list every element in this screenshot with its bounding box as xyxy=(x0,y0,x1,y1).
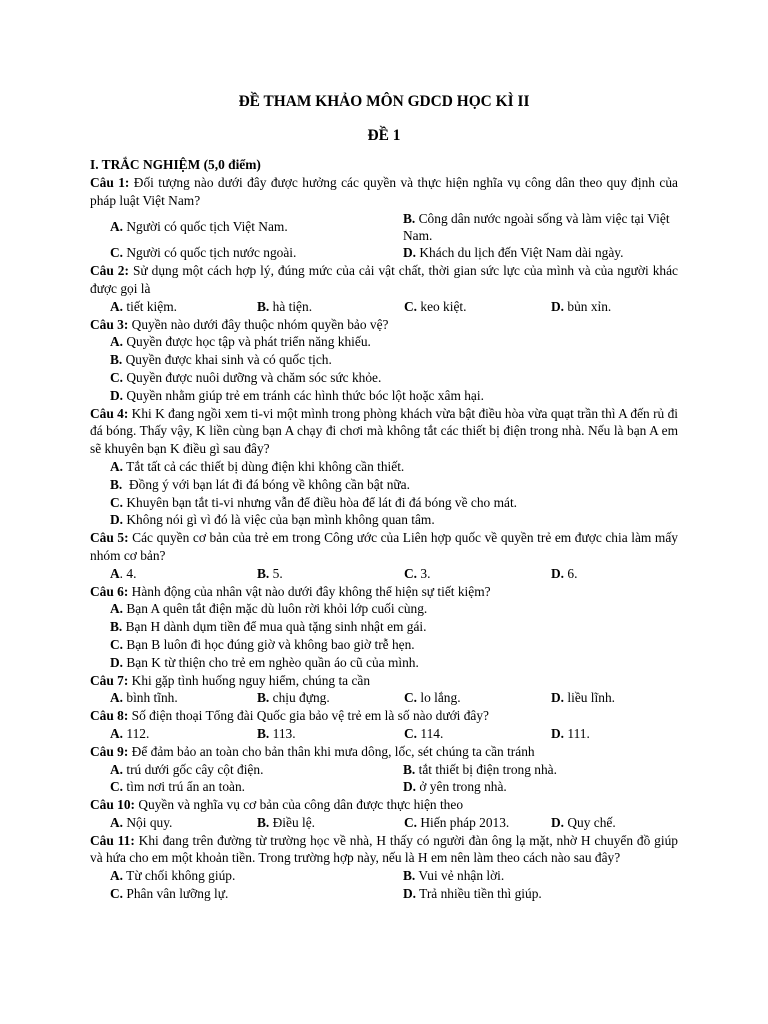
option-d: D. liều lĩnh. xyxy=(551,690,615,706)
question-number: Câu 1: xyxy=(90,174,130,190)
option-d: D. ở yên trong nhà. xyxy=(403,779,507,795)
option-a: A. bình tĩnh. xyxy=(110,690,178,706)
question-number: Câu 7: xyxy=(90,672,129,688)
option-b: B. Vui vẻ nhận lời. xyxy=(403,868,505,884)
option-b: B. chịu đựng. xyxy=(257,690,330,706)
question-text: Quyền nào dưới đây thuộc nhóm quyền bảo vệ? xyxy=(128,316,389,332)
question-text: Quyền và nghĩa vụ cơ bản của công dân được thực hiện theo xyxy=(135,797,464,813)
option-a: A. trú dưới gốc cây cột điện. xyxy=(110,761,264,777)
option-d: D. 111. xyxy=(551,725,590,741)
question-number: Câu 2: xyxy=(90,263,129,279)
question-number: Câu 11: xyxy=(90,832,135,848)
question-7 xyxy=(90,672,678,708)
option-d: D. Bạn K từ thiện cho trẻ em nghèo quần áo cũ của mình. xyxy=(110,654,419,670)
option-d: D. Quyền nhằm giúp trẻ em tránh các hình thức bóc lột hoặc xâm hại. xyxy=(110,387,484,403)
question-text: Đối tượng nào dưới đây được hưởng các quyền và thực hiện nghĩa vụ công dân theo quy định của pháp luật Việt Nam? xyxy=(90,174,678,208)
option-c: C. 3. xyxy=(404,565,431,581)
option-a: A. tiết kiệm. xyxy=(110,298,177,314)
exam-title: ĐỀ THAM KHẢO MÔN GDCD HỌC KÌ II xyxy=(238,93,530,110)
question-text: Các quyền cơ bản của trẻ em trong Công ước của Liên hợp quốc về quyền trẻ em được chia làm mấy nhóm cơ bản? xyxy=(90,530,678,563)
question-2 xyxy=(90,262,678,315)
option-b: B. hà tiện. xyxy=(257,298,313,314)
question-5 xyxy=(90,529,678,582)
option-a: A. Nội quy. xyxy=(110,814,173,830)
option-b: B. Đồng ý với bạn lát đi đá bóng về không cần bật nữa. xyxy=(110,476,410,492)
option-d: D. Trả nhiều tiền thì giúp. xyxy=(403,886,542,902)
option-a: A. 4. xyxy=(110,565,137,581)
option-c: C. lo lắng. xyxy=(404,690,461,706)
option-a: A. Quyền được học tập và phát triển năng khiếu. xyxy=(110,334,371,350)
option-a: A. Tắt tất cả các thiết bị dùng điện khi không cần thiết. xyxy=(110,458,405,474)
option-b: B. Công dân nước ngoài sống và làm việc tại Việt Nam. xyxy=(403,210,670,243)
option-d: D. Khách du lịch đến Việt Nam dài ngày. xyxy=(403,245,624,261)
question-1 xyxy=(90,174,678,262)
question-3 xyxy=(90,316,678,405)
question-number: Câu 3: xyxy=(90,316,129,332)
question-number: Câu 10: xyxy=(90,797,136,813)
question-number: Câu 8: xyxy=(90,708,129,724)
option-b: B. Quyền được khai sinh và có quốc tịch. xyxy=(110,352,332,368)
option-a: A. 112. xyxy=(110,725,150,741)
question-number: Câu 5: xyxy=(90,530,129,546)
option-b: B. 113. xyxy=(257,725,296,741)
question-text: Khi đang trên đường từ trường học về nhà, H thấy có người đàn ông lạ mặt, nhờ H chuyển đồ giúp và hứa cho em một khoản tiền. Trong trường hợp này, nếu là H em nên làm theo cách nào sau đây? xyxy=(90,832,678,866)
option-a: A. Từ chối không giúp. xyxy=(110,868,236,884)
question-number: Câu 6: xyxy=(90,583,129,599)
option-c: C. Hiến pháp 2013. xyxy=(404,814,510,830)
question-10 xyxy=(90,796,678,832)
option-d: D. bủn xỉn. xyxy=(551,298,612,314)
option-b: B. tắt thiết bị điện trong nhà. xyxy=(403,761,557,777)
question-text: Khi K đang ngồi xem ti-vi một mình trong phòng khách vừa bật điều hòa vừa quạt trần thì A đến rủ đi đá bóng. Thấy vậy, K liền cùng bạn A chạy đi chơi mà không tắt các thiết bị điện trong nhà. Nếu là bạn A em sẽ khuyên bạn K điều gì sau đây? xyxy=(90,405,679,457)
option-c: C. Người có quốc tịch nước ngoài. xyxy=(110,245,297,261)
option-d: D. 6. xyxy=(551,565,578,581)
option-b: B. Điều lệ. xyxy=(257,814,316,830)
option-c: C. Quyền được nuôi dưỡng và chăm sóc sức khỏe. xyxy=(110,369,382,385)
option-b: B. Bạn H dành dụm tiền để mua quà tặng sinh nhật em gái. xyxy=(110,619,427,635)
option-d: D. Quy chế. xyxy=(551,814,616,830)
option-a: A. Bạn A quên tắt điện mặc dù luôn rời khỏi lớp cuối cùng. xyxy=(110,601,428,617)
section-heading: I. TRẮC NGHIỆM (5,0 điểm) xyxy=(90,157,261,172)
option-c: C. keo kiệt. xyxy=(404,298,467,314)
option-b: B. 5. xyxy=(257,565,283,581)
question-text: Khi gặp tình huống nguy hiểm, chúng ta cần xyxy=(128,672,371,688)
question-number: Câu 4: xyxy=(90,405,129,421)
question-text: Để đảm bảo an toàn cho bản thân khi mưa dông, lốc, sét chúng ta cần tránh xyxy=(128,743,535,759)
question-8 xyxy=(90,707,678,743)
option-d: D. Không nói gì vì đó là việc của bạn mình không quan tâm. xyxy=(110,512,435,528)
option-a: A. Người có quốc tịch Việt Nam. xyxy=(110,218,288,234)
exam-page xyxy=(90,88,678,903)
question-text: Số điện thoại Tổng đài Quốc gia bảo vệ trẻ em là số nào dưới đây? xyxy=(128,708,489,724)
option-c: C. tìm nơi trú ẩn an toàn. xyxy=(110,779,246,795)
question-11 xyxy=(90,832,678,903)
question-text: Hành động của nhân vật nào dưới đây không thể hiện sự tiết kiệm? xyxy=(128,583,491,599)
question-text: Sử dụng một cách hợp lý, đúng mức của cải vật chất, thời gian sức lực của mình và của người khác được gọi là xyxy=(90,263,678,296)
option-c: C. 114. xyxy=(404,725,444,741)
question-4 xyxy=(90,405,678,530)
exam-subtitle: ĐỀ 1 xyxy=(367,127,401,144)
option-c: C. Bạn B luôn đi học đúng giờ và không bao giờ trễ hẹn. xyxy=(110,636,415,652)
question-6 xyxy=(90,583,678,672)
option-c: C. Phân vân lưỡng lự. xyxy=(110,886,229,902)
question-9 xyxy=(90,743,678,796)
question-number: Câu 9: xyxy=(90,743,129,759)
option-c: C. Khuyên bạn tắt ti-vi nhưng vẫn để điều hòa để lát đi đá bóng về cho mát. xyxy=(110,494,518,510)
